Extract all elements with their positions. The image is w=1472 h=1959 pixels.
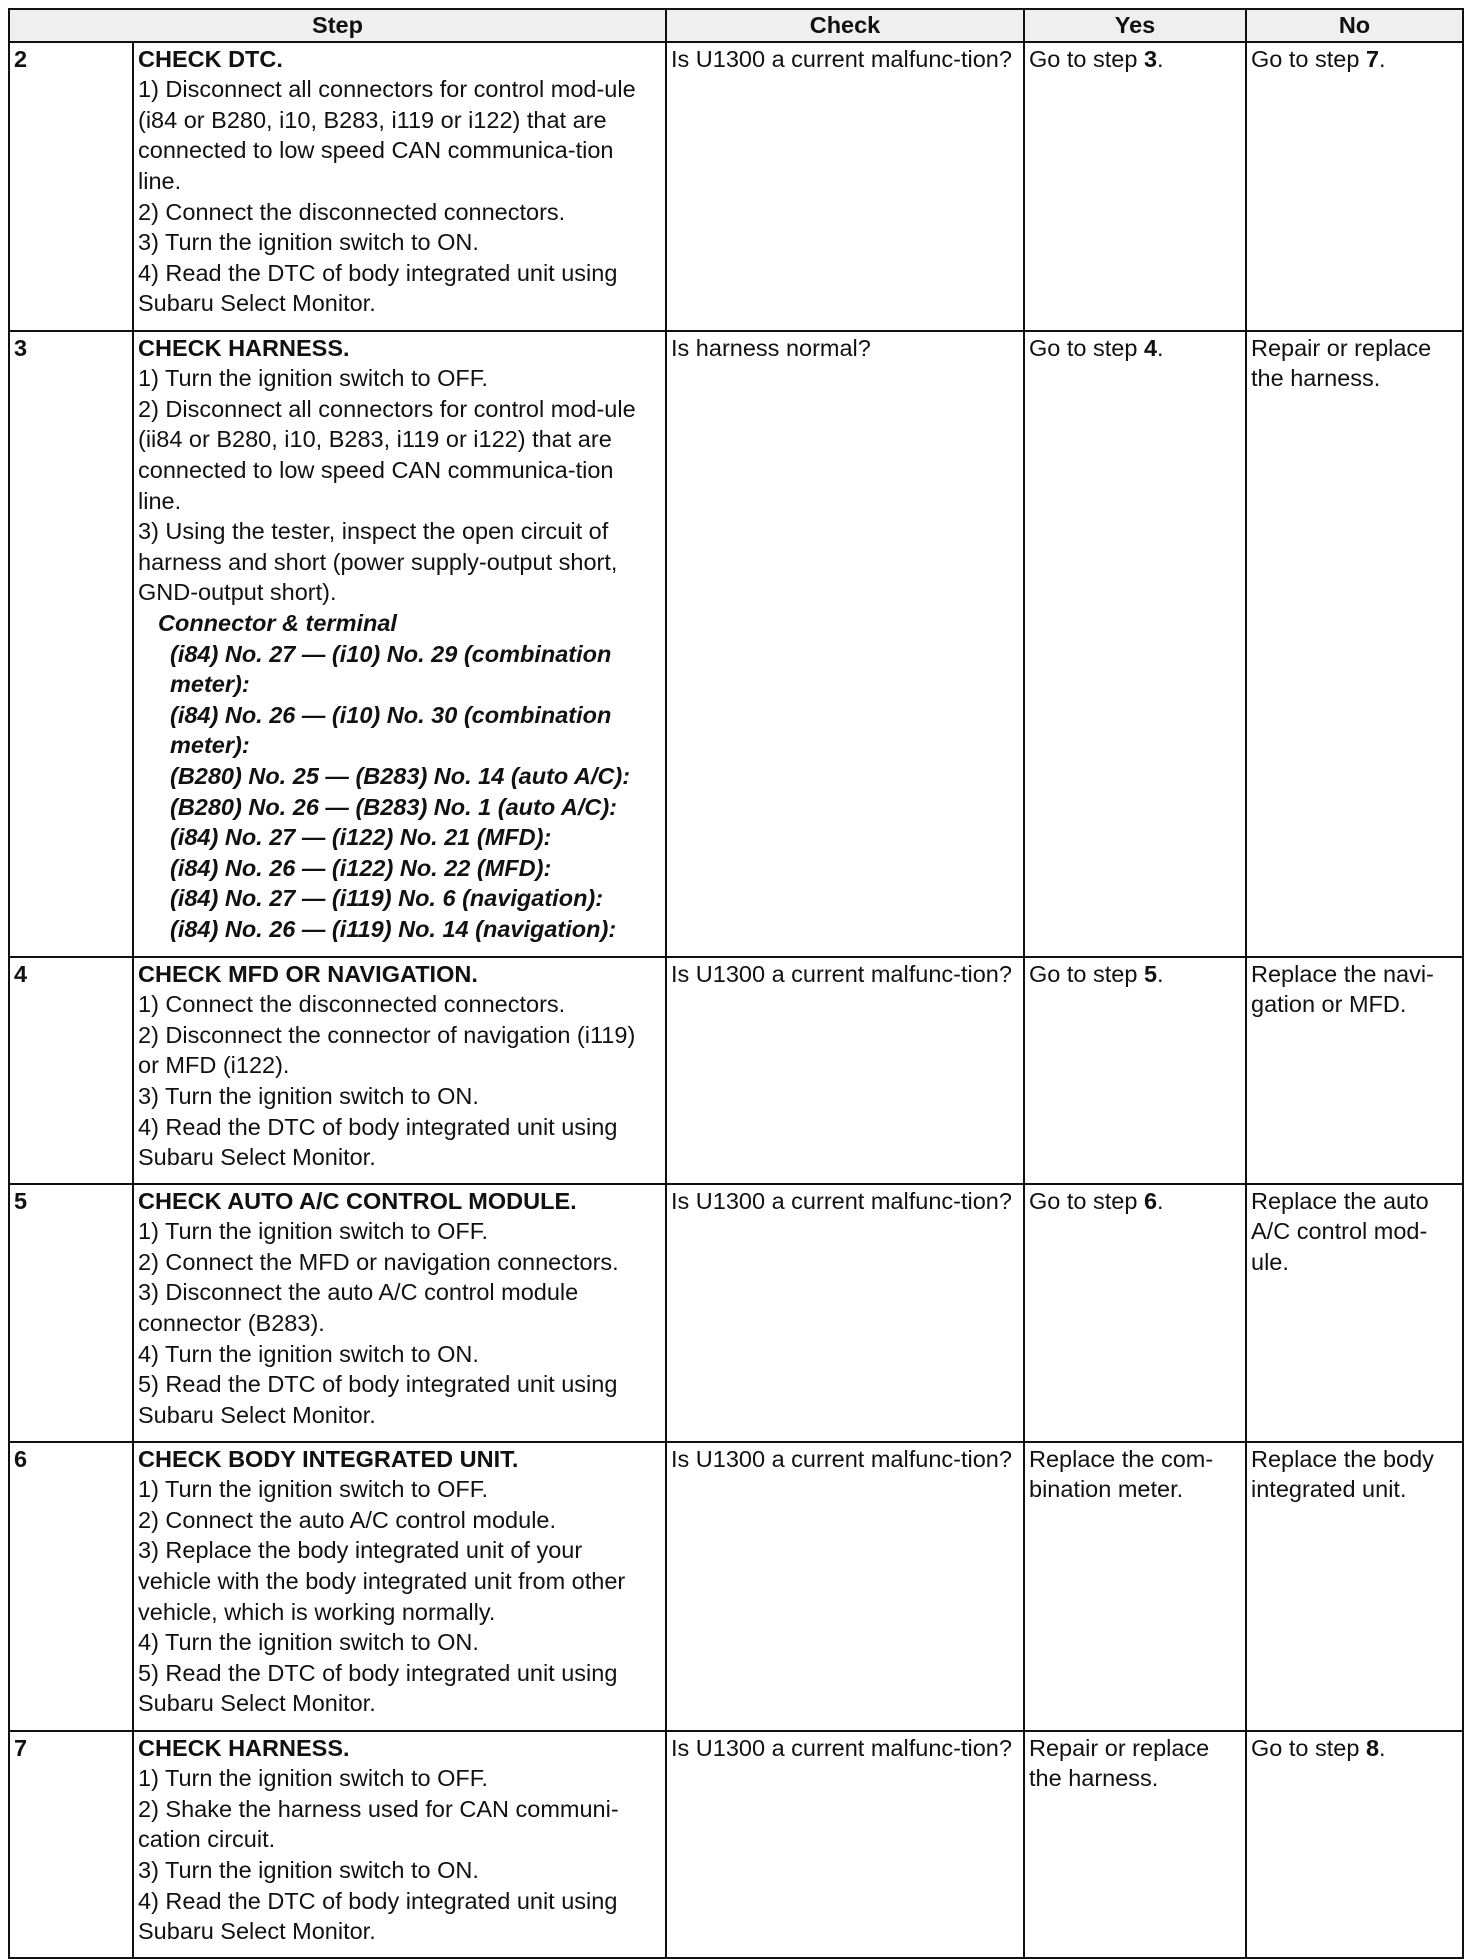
step-line: 4) Turn the ignition switch to ON. <box>138 1340 479 1367</box>
step-line: 3) Turn the ignition switch to ON. <box>138 229 479 256</box>
terminal-spec: (i84) No. 27 — (i119) No. 6 (navigation): <box>170 885 604 912</box>
step-title: CHECK HARNESS. <box>138 334 350 361</box>
no-cell <box>1246 42 1463 331</box>
step-title: CHECK DTC. <box>138 45 283 72</box>
header-yes: Yes <box>1024 9 1246 42</box>
step-line: 3) Turn the ignition switch to ON. <box>138 1082 479 1109</box>
yes-cell <box>1024 1184 1246 1442</box>
step-line: 5) Read the DTC of body integrated unit using Subaru Select Monitor. <box>138 1371 618 1428</box>
yes-text-end: . <box>1157 960 1164 987</box>
step-line: 2) Disconnect all connectors for control mod-ule (ii84 or B280, i10, B283, i119 or i122) that are connected to low speed CAN communica-tion line. <box>138 395 636 514</box>
check-cell: Is U1300 a current malfunc-tion? <box>666 1442 1024 1731</box>
step-line: 4) Turn the ignition switch to ON. <box>138 1629 479 1656</box>
step-line: 1) Disconnect all connectors for control mod-ule (i84 or B280, i10, B283, i119 or i122) that are connected to low speed CAN communica-tion line. <box>138 76 636 194</box>
step-instructions <box>133 957 666 1184</box>
step-line: 2) Connect the auto A/C control module. <box>138 1506 557 1533</box>
diagnostic-table <box>8 8 1464 1959</box>
no-text-end: . <box>1379 45 1386 72</box>
yes-cell <box>1024 957 1246 1184</box>
step-instructions <box>133 331 666 957</box>
yes-text: Go to step <box>1029 960 1144 987</box>
step-number: 2 <box>9 42 133 331</box>
step-line: 1) Turn the ignition switch to OFF. <box>138 1765 489 1792</box>
check-cell: Is harness normal? <box>666 331 1024 957</box>
step-line: 2) Connect the MFD or navigation connectors. <box>138 1248 619 1275</box>
terminal-spec: (i84) No. 26 — (i122) No. 22 (MFD): <box>170 854 552 881</box>
terminal-spec: (i84) No. 27 — (i122) No. 21 (MFD): <box>170 824 552 851</box>
yes-cell: Replace the com-bination meter. <box>1024 1442 1246 1731</box>
yes-step-ref: 4 <box>1143 334 1158 361</box>
step-number: 5 <box>9 1184 133 1442</box>
step-line: 2) Shake the harness used for CAN communi-cation circuit. <box>138 1795 619 1853</box>
terminal-spec: (i84) No. 26 — (i119) No. 14 (navigation): <box>170 915 617 942</box>
yes-text-end: . <box>1157 334 1164 361</box>
step-line: 4) Read the DTC of body integrated unit using Subaru Select Monitor. <box>138 1887 618 1945</box>
step-title: CHECK BODY INTEGRATED UNIT. <box>138 1445 519 1472</box>
table-row <box>9 331 1463 957</box>
step-line: 4) Read the DTC of body integrated unit using Subaru Select Monitor. <box>138 1113 618 1171</box>
yes-cell <box>1024 331 1246 957</box>
step-number: 6 <box>9 1442 133 1731</box>
table-row <box>9 42 1463 331</box>
connector-heading: Connector & terminal <box>158 609 397 636</box>
step-line: 1) Turn the ignition switch to OFF. <box>138 1218 489 1245</box>
yes-step-ref: 6 <box>1143 1187 1158 1214</box>
table-row <box>9 1184 1463 1442</box>
yes-step-ref: 3 <box>1143 45 1158 72</box>
yes-cell: Repair or replace the harness. <box>1024 1731 1246 1958</box>
step-line: 3) Using the tester, inspect the open circuit of harness and short (power supply-output short, GND-output short). <box>138 518 618 606</box>
step-line: 5) Read the DTC of body integrated unit using Subaru Select Monitor. <box>138 1659 618 1717</box>
no-step-ref: 8 <box>1365 1734 1380 1761</box>
step-line: 1) Connect the disconnected connectors. <box>138 991 566 1018</box>
check-cell: Is U1300 a current malfunc-tion? <box>666 1184 1024 1442</box>
terminal-spec: (i84) No. 27 — (i10) No. 29 (combination meter): <box>170 640 612 698</box>
step-number: 4 <box>9 957 133 1184</box>
terminal-spec: (B280) No. 25 — (B283) No. 14 (auto A/C): <box>170 762 631 789</box>
step-line: 2) Connect the disconnected connectors. <box>138 198 566 225</box>
step-line: 3) Turn the ignition switch to ON. <box>138 1856 479 1883</box>
check-cell: Is U1300 a current malfunc-tion? <box>666 42 1024 331</box>
no-cell: Replace the auto A/C control mod-ule. <box>1246 1184 1463 1442</box>
step-title: CHECK MFD OR NAVIGATION. <box>138 960 478 987</box>
header-check: Check <box>666 9 1024 42</box>
step-line: 3) Replace the body integrated unit of your vehicle with the body integrated unit from other vehicle, which is working normally. <box>138 1537 626 1625</box>
no-step-ref: 7 <box>1365 45 1380 72</box>
step-line: 4) Read the DTC of body integrated unit using Subaru Select Monitor. <box>138 259 618 317</box>
step-number: 7 <box>9 1731 133 1958</box>
step-line: 2) Disconnect the connector of navigation (i119) or MFD (i122). <box>138 1021 636 1079</box>
table-row <box>9 1442 1463 1731</box>
header-no: No <box>1246 9 1463 42</box>
step-line: 1) Turn the ignition switch to OFF. <box>138 1476 489 1503</box>
step-number: 3 <box>9 331 133 957</box>
no-cell: Replace the navi-gation or MFD. <box>1246 957 1463 1184</box>
yes-text-end: . <box>1157 1187 1164 1214</box>
yes-text: Go to step <box>1029 334 1144 361</box>
check-cell: Is U1300 a current malfunc-tion? <box>666 1731 1024 1958</box>
header-step: Step <box>9 9 666 42</box>
step-title: CHECK AUTO A/C CONTROL MODULE. <box>138 1187 577 1214</box>
step-line: 3) Disconnect the auto A/C control module connector (B283). <box>138 1279 579 1336</box>
table-header-row <box>9 9 1463 42</box>
check-cell: Is U1300 a current malfunc-tion? <box>666 957 1024 1184</box>
step-instructions <box>133 1442 666 1731</box>
no-text: Go to step <box>1251 1734 1366 1761</box>
step-instructions <box>133 1184 666 1442</box>
terminal-spec: (B280) No. 26 — (B283) No. 1 (auto A/C): <box>170 793 617 820</box>
no-text-end: . <box>1379 1734 1386 1761</box>
no-text: Go to step <box>1251 45 1366 72</box>
yes-text-end: . <box>1157 45 1164 72</box>
yes-step-ref: 5 <box>1143 960 1158 987</box>
yes-text: Go to step <box>1029 1187 1144 1214</box>
yes-cell <box>1024 42 1246 331</box>
table-row <box>9 957 1463 1184</box>
step-instructions <box>133 42 666 331</box>
step-line: 1) Turn the ignition switch to OFF. <box>138 365 489 392</box>
no-cell: Repair or replace the harness. <box>1246 331 1463 957</box>
no-cell: Replace the body integrated unit. <box>1246 1442 1463 1731</box>
step-title: CHECK HARNESS. <box>138 1734 350 1761</box>
yes-text: Go to step <box>1029 45 1144 72</box>
terminal-spec: (i84) No. 26 — (i10) No. 30 (combination meter): <box>170 701 612 759</box>
